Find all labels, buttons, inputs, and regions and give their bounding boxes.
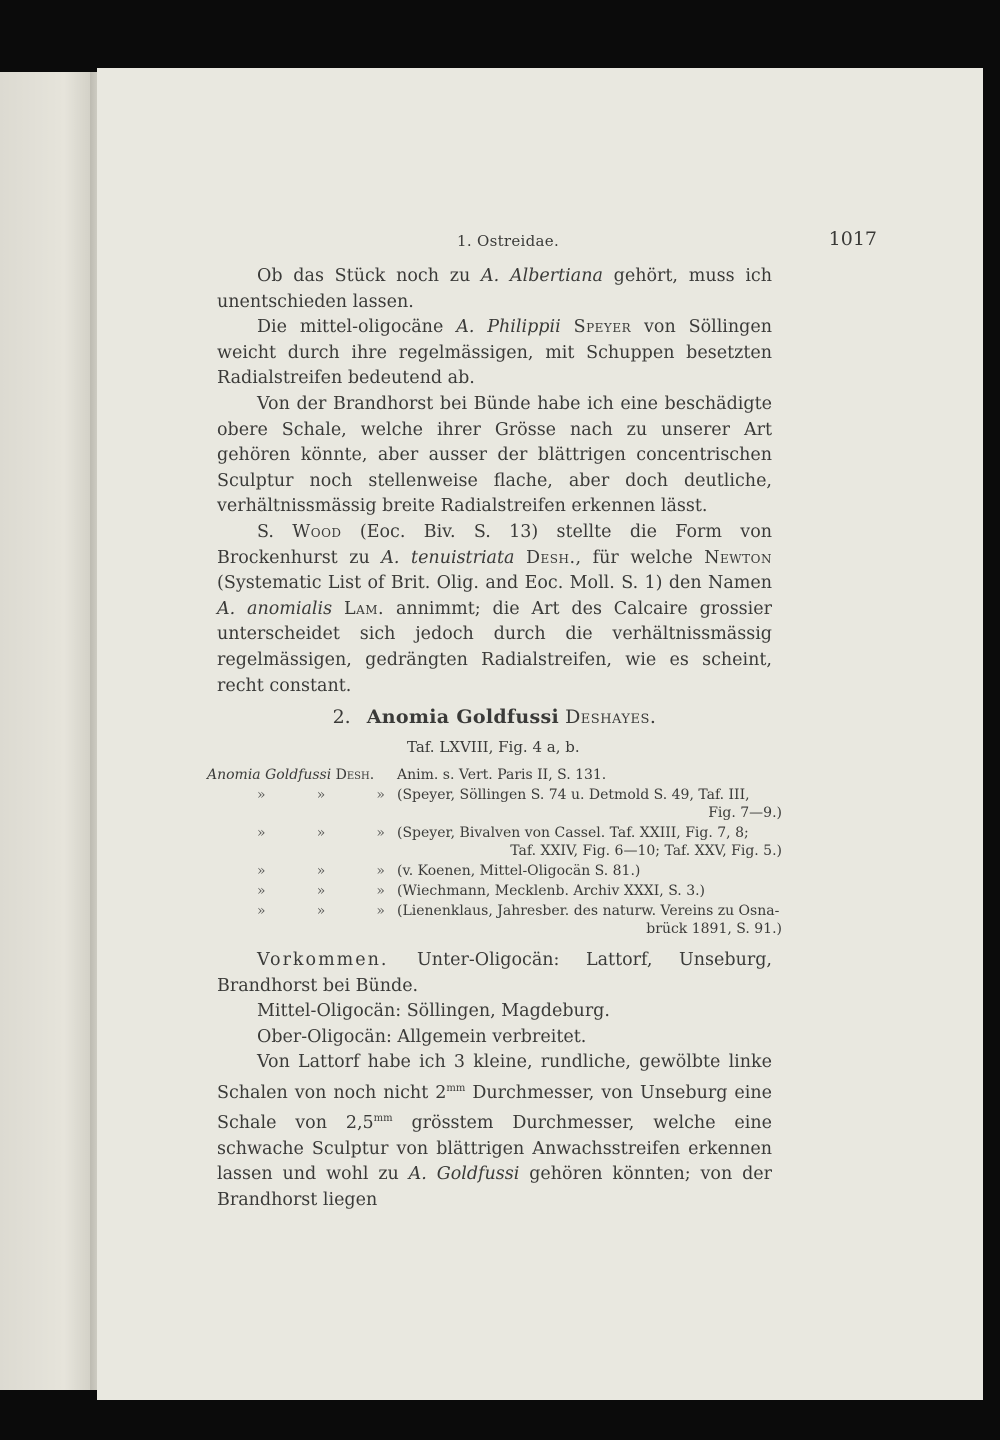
italic-term: A. Philippii <box>456 317 561 338</box>
synonymy-entry <box>207 862 782 880</box>
synonymy-entry <box>207 882 782 900</box>
running-head: 1. Ostreidae. <box>457 232 560 250</box>
italic-term: A. tenuistriata <box>381 547 515 568</box>
ditto-mark: » <box>376 863 385 879</box>
left-page-edge <box>0 72 92 1390</box>
synonymy-reference: (Wiechmann, Mecklenb. Archiv XXXI, S. 3.) <box>397 883 706 899</box>
italic-term: A. Goldfussi <box>408 1164 520 1185</box>
ditto-mark: » <box>257 883 266 899</box>
ditto-mark: » <box>376 825 385 841</box>
page-number: 1017 <box>828 228 877 250</box>
author-name: Newton <box>704 547 772 568</box>
ditto-mark: » <box>316 825 326 841</box>
paragraph: S. Wood (Eoc. Biv. S. 13) stellte die Form von Brockenhurst zu A. tenuistriata Desh., für welche Newton (Systematic List of Brit. Olig. and Eoc. Moll. S. 1) den Namen A. anomialis Lam. annimmt; die Art des Calcaire grossier unterscheidet sich jedoch durch die verhältnissmässig regelmässigen, gedrängten Radialstreifen, wie es scheint, recht constant. <box>217 521 772 696</box>
paragraph: Die mittel-oligocäne A. Philippii Speyer von Söllingen weicht durch ihre regelmässigen, mit Schuppen besetzten Radialstreifen bedeutend ab. <box>217 317 772 389</box>
paragraph: Von Lattorf habe ich 3 kleine, rundliche, gewölbte linke Schalen von noch nicht $2^{mm}$ Durchmesser, von Unseburg eine Schale von $2,5^{mm}$ grösstem Durchmesser, welche eine schwache Sculptur von blättrigen Anwachsstreifen erkennen lassen und wohl zu A. Goldfussi gehören könnten; von der Brandhorst liegen <box>217 1052 772 1210</box>
occurrence-label: Vorkommen. <box>257 950 418 970</box>
synonymy-entry <box>207 786 782 822</box>
body-text <box>217 264 772 699</box>
ditto-mark: » <box>316 883 326 899</box>
occurrence-line: Ober-Oligocän: Allgemein verbreitet. <box>257 1026 587 1047</box>
synonymy-reference: Anim. s. Vert. Paris II, S. 131. <box>397 767 607 783</box>
author-name: Wood <box>292 521 342 542</box>
ditto-mark: » <box>376 787 385 803</box>
species-author: Deshayes. <box>565 706 657 728</box>
occurrence-line: Vorkommen. Unter-Oligocän: Lattorf, Unseburg, Brandhorst bei Bünde. <box>217 950 772 996</box>
synonymy-reference: (Lienenklaus, Jahresber. des naturw. Vereins zu Osna- brück 1891, S. 91.) <box>397 903 782 937</box>
synonym-name: Anomia Goldfussi Desh. <box>207 767 375 783</box>
occurrence-line: Mittel-Oligocän: Söllingen, Magdeburg. <box>257 1001 610 1022</box>
ditto-mark: » <box>257 825 266 841</box>
synonymy-entry <box>207 824 782 860</box>
italic-term: A. anomialis <box>217 598 333 619</box>
page-content <box>207 68 877 1400</box>
ditto-mark: » <box>316 863 326 879</box>
author-name: Speyer <box>573 317 632 338</box>
ditto-mark: » <box>257 863 266 879</box>
author-name: Desh. <box>526 547 576 568</box>
italic-term: A. Albertiana <box>481 266 603 286</box>
ditto-mark: » <box>316 903 326 919</box>
paragraph: Ob das Stück noch zu A. Albertiana gehört, muss ich unentschieden lassen. <box>217 266 772 312</box>
paragraph: Von der Brandhorst bei Bünde habe ich eine beschädigte obere Schale, welche ihrer Grösse nach zu unserer Art gehören könnte, aber ausser der blättrigen concentrischen Sculptur noch stellenweise flache, aber doch deutliche, verhältnissmässig breite Radialstreifen erkennen lässt. <box>217 393 772 517</box>
occurrence-section <box>217 948 772 1214</box>
plate-reference: Taf. LXVIII, Fig. 4 a, b. <box>407 738 580 756</box>
synonymy-entry <box>207 902 782 938</box>
ditto-mark: » <box>257 903 266 919</box>
author-name: Lam. <box>343 598 385 619</box>
ditto-mark: » <box>316 787 326 803</box>
synonymy-entry <box>207 766 782 784</box>
synonymy-reference: (Speyer, Söllingen S. 74 u. Detmold S. 49, Taf. III, Fig. 7—9.) <box>397 787 782 821</box>
ditto-mark: » <box>376 883 385 899</box>
synonymy-reference: (v. Koenen, Mittel-Oligocän S. 81.) <box>397 863 641 879</box>
right-page <box>97 68 983 1400</box>
synonymy-list <box>207 766 782 940</box>
synonymy-reference: (Speyer, Bivalven von Cassel. Taf. XXIII, Fig. 7, 8; Taf. XXIV, Fig. 6—10; Taf. XXV, Fig. 5.) <box>397 825 782 859</box>
page-header <box>217 228 877 258</box>
species-heading <box>217 706 772 728</box>
species-name: Anomia Goldfussi <box>366 706 560 728</box>
unit-superscript: mm <box>446 1082 466 1094</box>
unit-superscript: mm <box>373 1113 393 1125</box>
ditto-mark: » <box>376 903 385 919</box>
ditto-mark: » <box>257 787 266 803</box>
species-number: 2. <box>332 706 351 728</box>
